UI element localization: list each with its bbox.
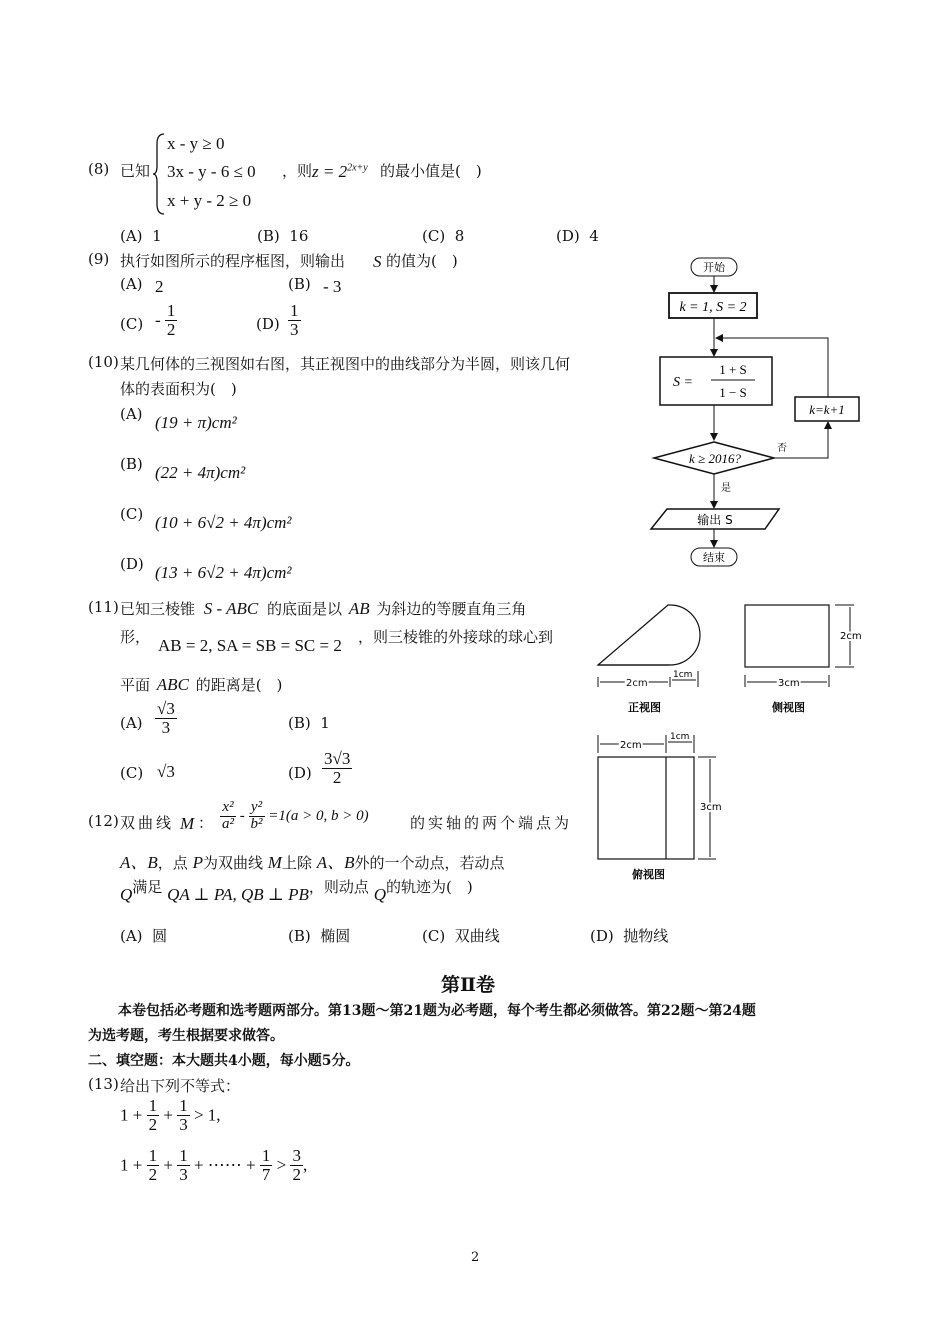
flow-assign-lhs: S = — [673, 375, 693, 390]
q9-text-a: 执行如图所示的程序框图，则输出 — [120, 252, 346, 270]
q10-text-line1: 某几何体的三视图如右图，其正视图中的曲线部分为半圆，则该几何 — [120, 355, 571, 373]
q9-option-b: (B) — [288, 275, 311, 293]
flowchart — [645, 250, 875, 575]
q10-label: (10) — [88, 353, 119, 371]
q8-prefix: 已知 — [120, 162, 151, 180]
q9-var: S — [373, 252, 382, 271]
q8-option-c: (C) 8 — [422, 227, 465, 245]
dim-top-3cm: 3cm — [700, 802, 722, 813]
q8-expr-exp: 2x+y — [347, 162, 368, 174]
top-view-shape — [598, 757, 694, 859]
section2-heading: 二、填空题：本大题共4小题，每小题5分。 — [88, 1053, 360, 1069]
q8-option-d: (D) 4 — [556, 227, 599, 245]
q9-option-d-value: $\frac{1}{3}$ — [290, 301, 299, 339]
q13-inequality-1: 1 + $\frac{1}{2}$ + $\frac{1}{3}$ > 1, — [120, 1096, 221, 1134]
q12-l1colon: ： — [198, 814, 214, 832]
dim-front-2cm: 2cm — [626, 678, 648, 689]
front-view-shape — [598, 605, 700, 665]
q11-option-a-value: $\frac{√3}{3}$ — [157, 699, 175, 737]
q12-line2: A、B，点 P为双曲线 M上除 A、B外的一个动点，若动点 — [120, 853, 505, 872]
dim-side-3cm: 3cm — [778, 678, 800, 689]
flow-no-label: 否 — [777, 443, 787, 454]
flow-yes-label: 是 — [721, 483, 731, 494]
q8-mid: ，则 — [282, 162, 313, 180]
side-view-title: 侧视图 — [772, 701, 805, 714]
page-number: 2 — [471, 1250, 480, 1265]
q10-option-c-value: (10 + 6√2 + 4π)cm² — [155, 513, 292, 532]
q9-text-b: 的值为( ) — [386, 252, 458, 270]
q10-option-a: (A) — [120, 405, 143, 423]
flow-start-text: 开始 — [703, 261, 725, 274]
q11-line2-tail: ，则三棱锥的外接球的球心到 — [358, 628, 554, 646]
q11-option-d-value: $\frac{3√3}{2}$ — [324, 749, 351, 787]
q11-line2-math: AB = 2, SA = SB = SC = 2 — [158, 636, 342, 655]
flow-condition-text: k ≥ 2016? — [689, 451, 741, 466]
q9-option-a: (A) — [120, 275, 143, 293]
q10-option-d: (D) — [120, 555, 144, 573]
q12-option-b: (B) 椭圆 — [288, 927, 351, 945]
q8-constraint-3: x + y - 2 ≥ 0 — [167, 191, 252, 210]
top-view-title: 俯视图 — [632, 868, 665, 881]
q13-label: (13) — [88, 1075, 119, 1093]
q13-text: 给出下列不等式： — [120, 1077, 241, 1095]
q11-option-a: (A) — [120, 714, 143, 732]
dim-top-2cm: 2cm — [620, 740, 642, 751]
q11-option-c-value: √3 — [157, 762, 175, 781]
q9-option-d: (D) — [256, 315, 280, 333]
q12-l1a: 双曲线 — [120, 814, 175, 832]
q11-option-d: (D) — [288, 764, 312, 782]
q13-inequality-2: 1 + $\frac{1}{2}$ + $\frac{1}{3}$ + ⋯⋯ + $\frac{1}{7}$ > $\frac{3}{2}$ , — [120, 1146, 308, 1184]
flow-assign-den: 1 − S — [719, 385, 747, 400]
q9-option-b-value: - 3 — [323, 277, 342, 296]
section2-intro-line1: 本卷包括必考题和选考题两部分。第13题～第21题为必考题，每个考生都必须做答。第22题～第24题 — [118, 1003, 756, 1019]
flow-end-text: 结束 — [703, 551, 725, 564]
q8-option-b: (B) 16 — [257, 227, 309, 245]
dim-front-1cm: 1cm — [673, 670, 693, 680]
q10-option-b-value: (22 + 4π)cm² — [155, 463, 246, 482]
q10-option-a-value: (19 + π)cm² — [155, 413, 237, 432]
q9-option-a-value: 2 — [155, 277, 164, 296]
q10-option-d-value: (13 + 6√2 + 4π)cm² — [155, 563, 292, 582]
q11-line1: 已知三棱锥 S - ABC 的底面是以 AB 为斜边的等腰直角三角 — [120, 599, 527, 618]
q11-line2: 形， — [120, 628, 151, 646]
q8-option-a: (A) 1 — [120, 227, 162, 245]
q8-expr-base: z = 2 — [312, 162, 348, 181]
q8-constraint-2: 3x - y - 6 ≤ 0 — [167, 162, 256, 181]
q12-line3: Q满足 QA ⊥ PA, QB ⊥ PB，则动点 Q的轨迹为( ) — [120, 878, 473, 904]
dim-top-1cm: 1cm — [670, 732, 690, 742]
q9-label: (9) — [88, 250, 110, 268]
q8-label: (8) — [88, 160, 110, 178]
dim-side-2cm: 2cm — [840, 631, 862, 642]
q12-l1m: M — [180, 814, 195, 833]
q10-option-c: (C) — [120, 505, 144, 523]
q11-label: (11) — [88, 598, 119, 616]
section2-intro-line2: 为选考题，考生根据要求做答。 — [88, 1028, 284, 1044]
q12-option-a: (A) 圆 — [120, 927, 168, 945]
q11-option-c: (C) — [120, 764, 144, 782]
q12-l1b: 的实轴的两个端点为 — [410, 814, 573, 832]
q12-option-d: (D) 抛物线 — [590, 927, 669, 945]
q9-option-c-value: - $\frac{1}{2}$ — [155, 301, 176, 339]
q9-option-c: (C) — [120, 315, 144, 333]
section2-title: 第Ⅱ卷 — [441, 974, 496, 996]
flow-output-text: 输出 S — [697, 513, 733, 527]
q8-suffix: 的最小值是( ) — [380, 162, 482, 180]
q10-option-b: (B) — [120, 455, 143, 473]
q8-expr — [312, 162, 368, 182]
q11-option-b: (B) 1 — [288, 714, 330, 732]
flow-init-text: k = 1, S = 2 — [679, 300, 747, 315]
q10-text-line2: 体的表面积为( ) — [120, 380, 237, 398]
q8-constraint-1: x - y ≥ 0 — [167, 134, 225, 153]
flow-assign-num: 1 + S — [719, 362, 747, 377]
q11-line3: 平面 ABC 的距离是( ) — [120, 675, 283, 694]
q12-equation: $\frac{\text{x²}}{\text{a²}}$ - $\frac{\text{y²}}{\text{b²}}$ =1(a > 0, b > 0) — [222, 799, 369, 832]
flow-increment-text: k=k+1 — [809, 402, 845, 417]
q12-label: (12) — [88, 812, 119, 830]
front-view-title: 正视图 — [628, 701, 661, 714]
q12-option-c: (C) 双曲线 — [422, 927, 500, 945]
three-views — [590, 595, 870, 885]
side-view-shape — [745, 605, 829, 667]
q8-brace — [152, 132, 166, 216]
